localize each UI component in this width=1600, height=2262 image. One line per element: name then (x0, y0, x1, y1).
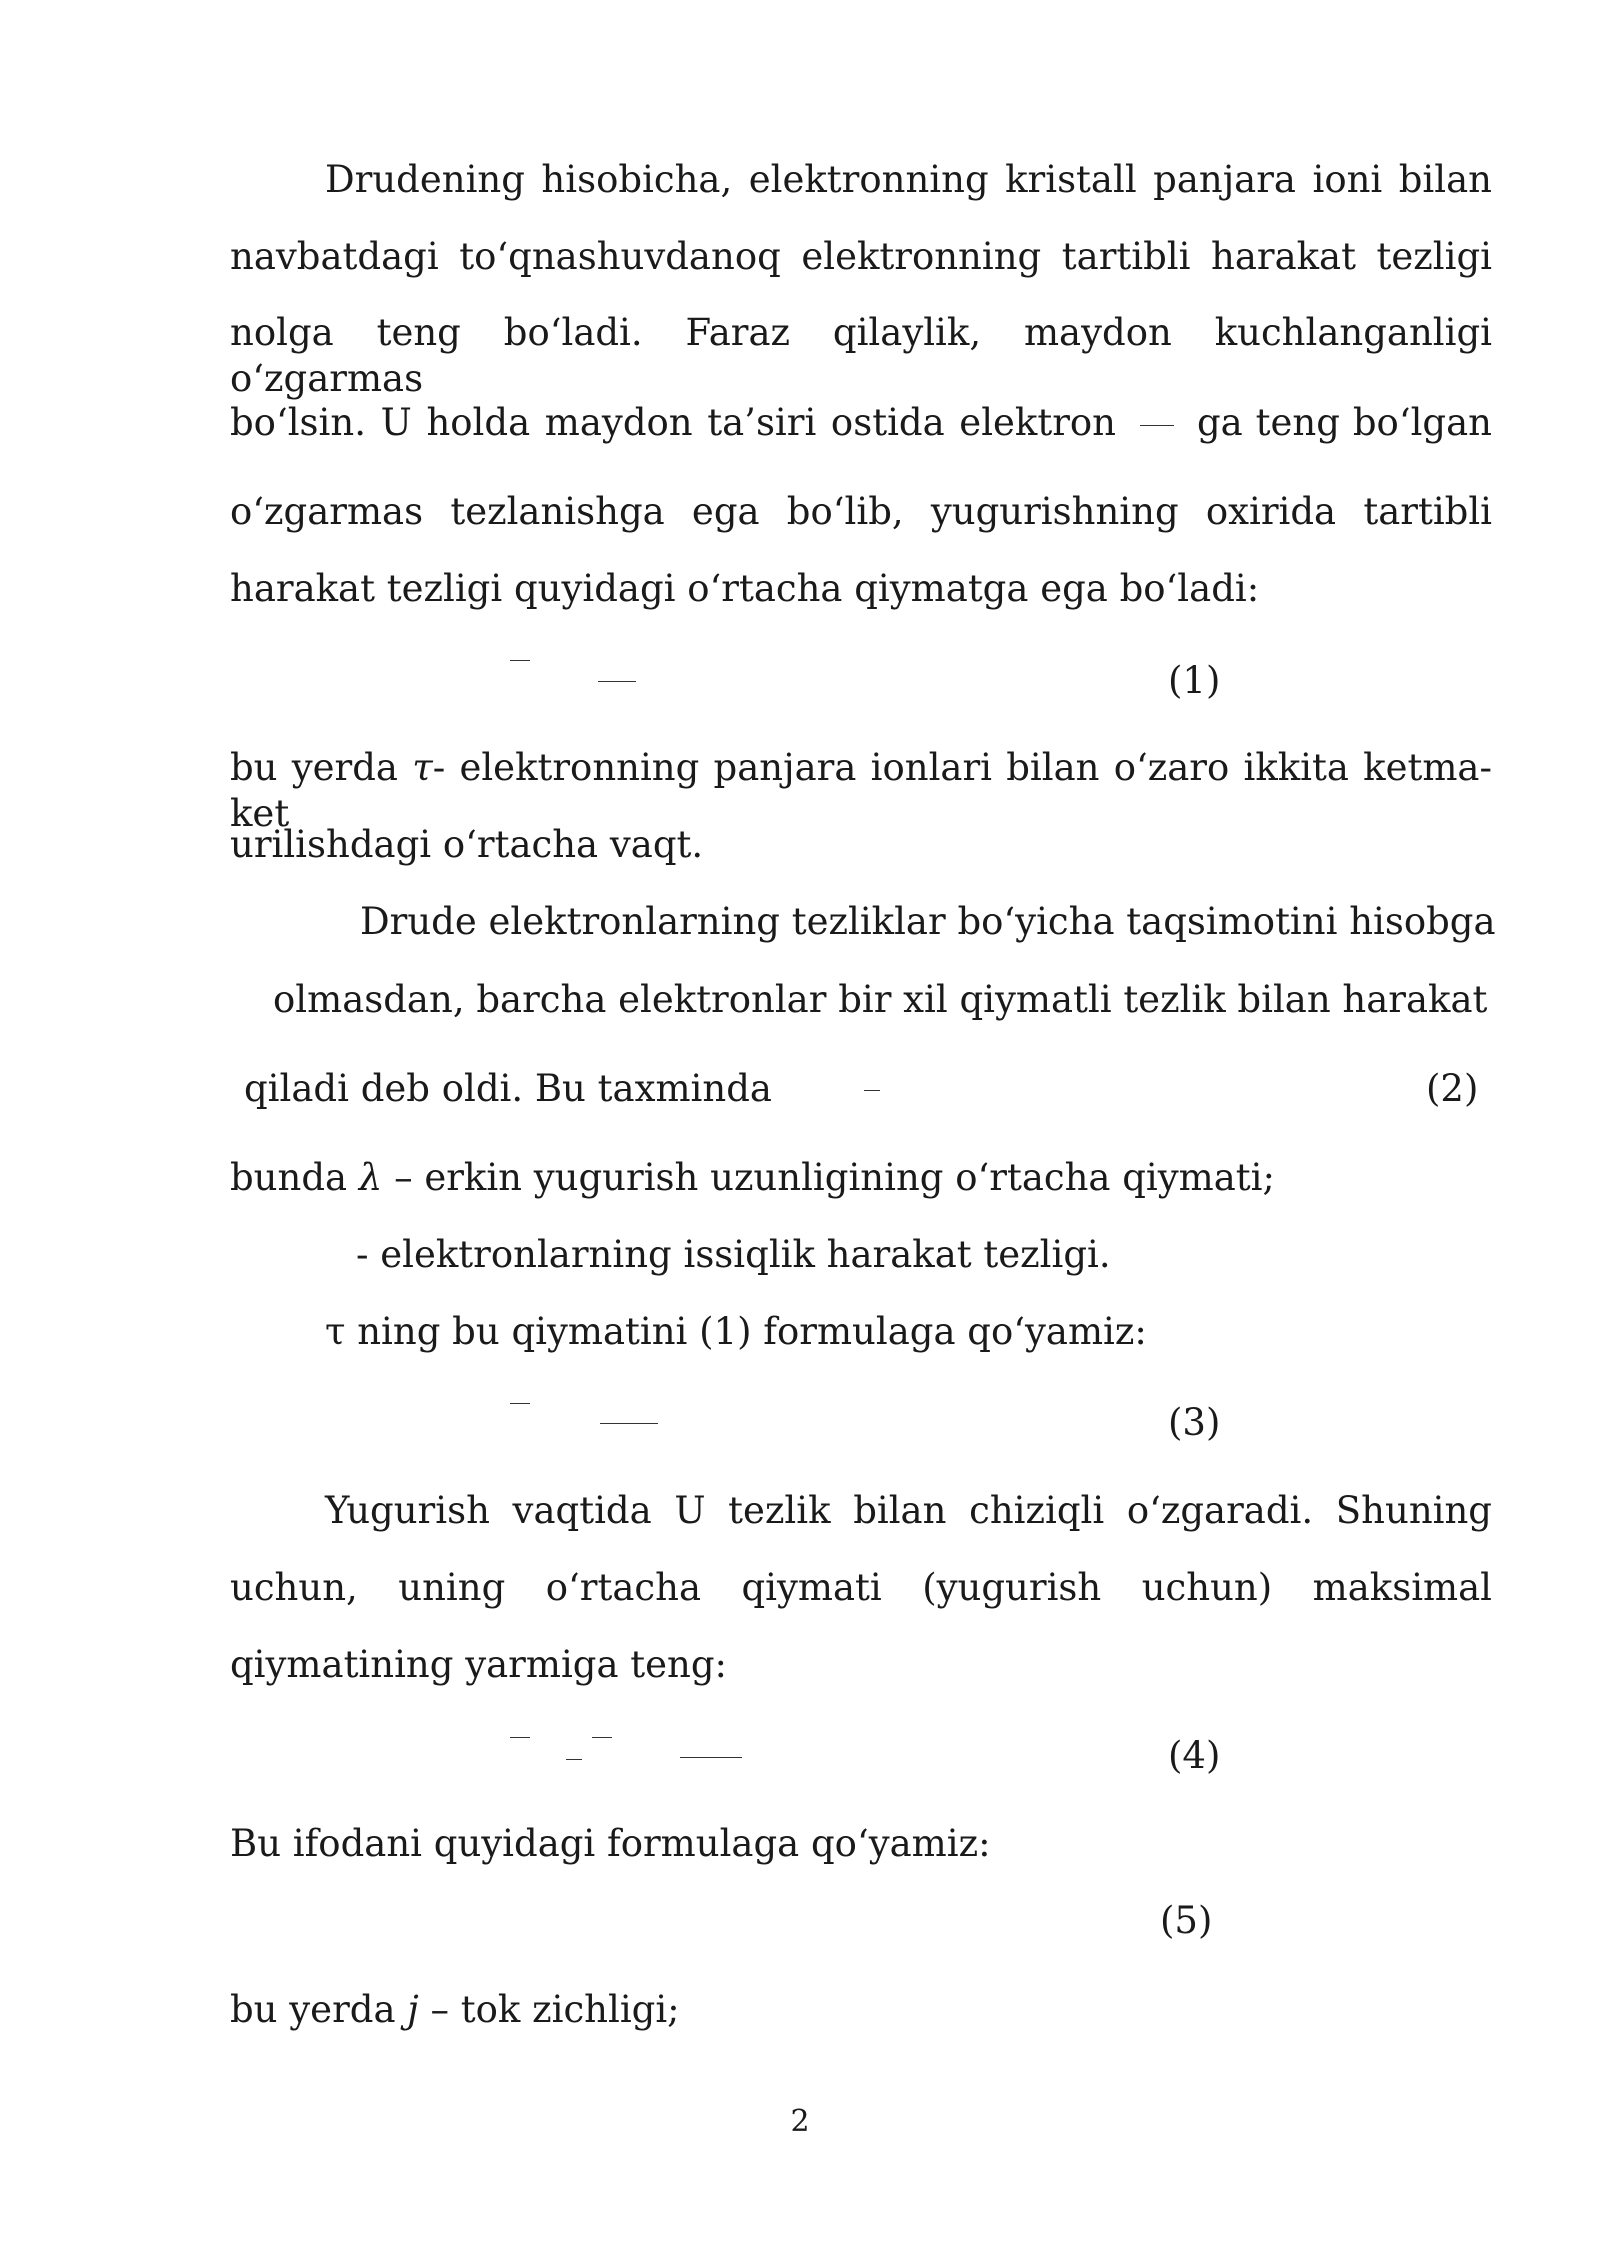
fraction-bar (864, 1090, 880, 1091)
text-prefix: bu yerda (230, 1988, 396, 2031)
text-prefix: bu yerda (230, 746, 398, 789)
paragraph-7-line-1 (230, 1987, 1492, 2033)
j-symbol: j (407, 1988, 419, 2031)
equation-4-number: (4) (1168, 1734, 1221, 1777)
equation-3-number: (3) (1168, 1401, 1221, 1444)
paragraph-4-line-2: - elektronlarning issiqlik harakat tezligi. (356, 1233, 1111, 1276)
paragraph-3-line-3: qiladi deb oldi. Bu taxminda (244, 1067, 772, 1110)
paragraph-5-line-1: Yugurish vaqtida U tezlik bilan chiziqli o‘zgaradi. Shuning (325, 1489, 1492, 1532)
equation-overbar (592, 1737, 612, 1738)
equation-overbar (510, 660, 530, 661)
paragraph-2-line-2: urilishdagi o‘rtacha vaqt. (230, 823, 704, 866)
text-suffix: – tok zichligi; (430, 1988, 680, 2031)
paragraph-4-line-3: τ ning bu qiymatini (1) formulaga qo‘yamiz: (325, 1310, 1147, 1353)
lambda-symbol: λ (358, 1156, 383, 1199)
paragraph-5-line-2: uchun, uning o‘rtacha qiymati (yugurish uchun) maksimal (230, 1566, 1492, 1609)
paragraph-3-line-1: Drude elektronlarning tezliklar bo‘yicha taqsimotini hisobga (360, 900, 1496, 943)
text-suffix: – erkin yugurish uzunligining o‘rtacha qiymati; (394, 1156, 1275, 1199)
tau-symbol: τ (412, 746, 433, 789)
text-prefix: bunda (230, 1156, 348, 1199)
paragraph-3-line-2: olmasdan, barcha elektronlar bir xil qiymatli tezlik bilan harakat (273, 978, 1488, 1021)
paragraph-1-line-4-end: ga teng bo‘lgan (1197, 401, 1492, 444)
paragraph-4-line-1 (230, 1155, 1492, 1201)
equation-1-number: (1) (1168, 659, 1221, 702)
fraction-bar (598, 681, 636, 682)
equation-overbar (510, 1403, 530, 1404)
paragraph-1-line-5: o‘zgarmas tezlanishga ega bo‘lib, yugurishning oxirida tartibli (230, 490, 1492, 533)
equation-5-number: (5) (1160, 1899, 1213, 1942)
text-suffix: - elektronning panjara ionlari bilan o‘zaro ikkita ketma-ket (230, 746, 1492, 835)
fraction-bar (680, 1757, 742, 1758)
fraction-bar (1140, 425, 1174, 426)
equation-2-number: (2) (1426, 1067, 1479, 1110)
paragraph-1-line-4-start: bo‘lsin. U holda maydon ta’siri ostida elektron (230, 401, 1116, 444)
equation-overbar (510, 1737, 530, 1738)
paragraph-1-line-6: harakat tezligi quyidagi o‘rtacha qiymatga ega bo‘ladi: (230, 567, 1260, 610)
paragraph-1-line-1: Drudening hisobicha, elektronning kristall panjara ioni bilan (325, 158, 1492, 201)
fraction-bar (600, 1423, 658, 1424)
paragraph-5-line-3: qiymatining yarmiga teng: (230, 1643, 728, 1686)
fraction-bar (566, 1759, 582, 1760)
paragraph-1-line-3: nolga teng bo‘ladi. Faraz qilaylik, maydon kuchlanganligi o‘zgarmas (230, 311, 1492, 400)
page-number: 2 (790, 2104, 810, 2139)
paragraph-1-line-2: navbatdagi to‘qnashuvdanoq elektronning tartibli harakat tezligi (230, 235, 1492, 278)
paragraph-6-line-1: Bu ifodani quyidagi formulaga qo‘yamiz: (230, 1822, 991, 1865)
